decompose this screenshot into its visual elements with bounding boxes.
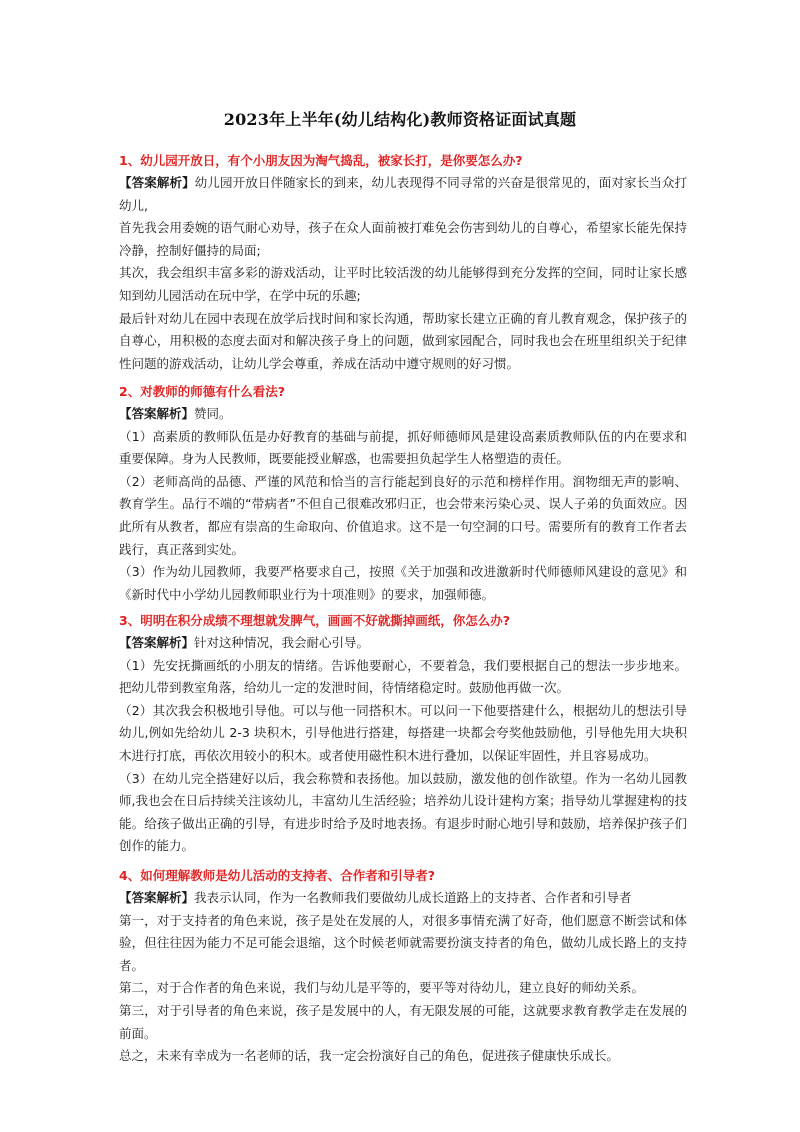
answer-paragraph: 首先我会用委婉的语气耐心劝导，孩子在众人面前被打难免会伤害到幼儿的自尊心，希望家长能先保持冷静，控制好僵持的局面; [119, 220, 687, 258]
question-heading: 4、如何理解教师是幼儿活动的支持者、合作者和引导者? [119, 868, 435, 883]
answer-paragraph: 【答案解析】幼儿园开放日伴随家长的到来，幼儿表现得不同寻常的兴奋是很常见的，面对家长当众打幼儿, [119, 175, 687, 213]
answer-paragraph: 第二，对于合作者的角色来说，我们与幼儿是平等的，要平等对待幼儿，建立良好的师幼关系。 [119, 980, 645, 996]
answer-paragraph: 总之，未来有幸成为一名老师的话，我一定会扮演好自己的角色，促进孩子健康快乐成长。 [119, 1048, 620, 1064]
question-heading: 2、对教师的师德有什么看法? [119, 384, 285, 399]
answer-paragraph: （1）高素质的教师队伍是办好教育的基础与前提，抓好师德师风是建设高素质教师队伍的内在要求和重要保障。身为人民教师，既要能授业解惑，也需要担负起学生人格塑造的责任。 [119, 428, 687, 467]
question-section-3 [119, 610, 687, 858]
answer-paragraph: 【答案解析】赞同。 [119, 406, 232, 421]
answer-paragraph: （2）老师高尚的品德、严谨的风范和恰当的言行能起到良好的示范和榜样作用。润物细无声的影响、教育学生。品行不端的“带病者”不但自己很难改邪归正，也会带来污染心灵、误人子弟的负面效应。因此所有从教者，都应有崇高的生命取向、价值追求。这不是一句空洞的口号。需要所有的教育工作者去践行，真正落到实处。 [119, 473, 687, 557]
answer-tag: 【答案解析】 [119, 406, 195, 421]
answer-tag: 【答案解析】 [119, 175, 195, 190]
answer-paragraph: （3）作为幼儿园教师，我要严格要求自己，按照《关于加强和改进激新时代师德师风建设的意见》和《新时代中小学幼儿园教师职业行为十项准则》的要求，加强师德。 [119, 564, 687, 602]
answer-tag: 【答案解析】 [119, 890, 195, 905]
answer-tag: 【答案解析】 [119, 635, 195, 650]
question-section-1 [119, 150, 687, 375]
answer-paragraph: 第一，对于支持者的角色来说，孩子是处在发展的人，对很多事情充满了好奇，他们愿意不断尝试和体验，但往往因为能力不足可能会退缩，这个时候老师就需要扮演支持者的角色，做幼儿成长路上的支持者。 [119, 912, 687, 973]
question-section-2 [119, 381, 687, 606]
question-heading: 1、幼儿园开放日，有个小朋友因为淘气捣乱，被家长打，是你要怎么办? [119, 153, 523, 168]
answer-paragraph: 最后针对幼儿在园中表现在放学后找时间和家长沟通，帮助家长建立正确的育儿教育观念，保护孩子的自尊心，用积极的态度去面对和解决孩子身上的问题，做到家园配合，同时我也会在班里组织关于纪律性问题的游戏活动，让幼儿学会尊重，养成在活动中遵守规则的好习惯。 [119, 310, 687, 371]
page-title: 2023年上半年(幼儿结构化)教师资格证面试真题 [223, 110, 577, 129]
answer-paragraph: 【答案解析】针对这种情况，我会耐心引导。 [119, 635, 370, 650]
answer-paragraph: （3）在幼儿完全搭建好以后，我会称赞和表扬他。加以鼓励，激发他的创作欲望。作为一名幼儿园教师,我也会在日后持续关注该幼儿，丰富幼儿生活经验；培养幼儿设计建构方案；指导幼儿掌握建构的技能。给孩子做出正确的引导，有进步时给予及时地表扬。有退步时耐心地引导和鼓励，培养保护孩子们创作的能力。 [119, 770, 687, 854]
answer-paragraph: 其次，我会组织丰富多彩的游戏活动，让平时比较活泼的幼儿能够得到充分发挥的空间，同时让家长感知到幼儿园活动在玩中学，在学中玩的乐趣; [119, 265, 687, 303]
answer-paragraph: （1）先安抚撕画纸的小朋友的情绪。告诉他要耐心，不要着急，我们要根据自己的想法一步步地来。把幼儿带到教室角落，给幼儿一定的发泄时间，待情绪稳定时。鼓励他再做一次。 [119, 657, 687, 696]
answer-paragraph: 【答案解析】我表示认同，作为一名教师我们要做幼儿成长道路上的支持者、合作者和引导者 [119, 890, 632, 905]
question-section-4 [119, 865, 687, 1068]
question-heading: 3、明明在积分成绩不理想就发脾气，画画不好就撕掉画纸，你怎么办? [119, 613, 510, 628]
answer-paragraph: 第三，对于引导者的角色来说，孩子是发展中的人，有无限发展的可能，这就要求教育教学走在发展的前面。 [119, 1002, 687, 1041]
answer-paragraph: （2）其次我会积极地引导他。可以与他一同搭积木。可以问一下他要搭建什么，根据幼儿的想法引导幼儿,例如先给幼儿 2-3 块积木，引导他进行搭建，每搭建一块都会夸奖他鼓励他，引导他先用大块积木进行打底，再依次用较小的积木。或者使用磁性积木进行叠加，以保证牢固性，并且容易成功。 [119, 702, 687, 763]
